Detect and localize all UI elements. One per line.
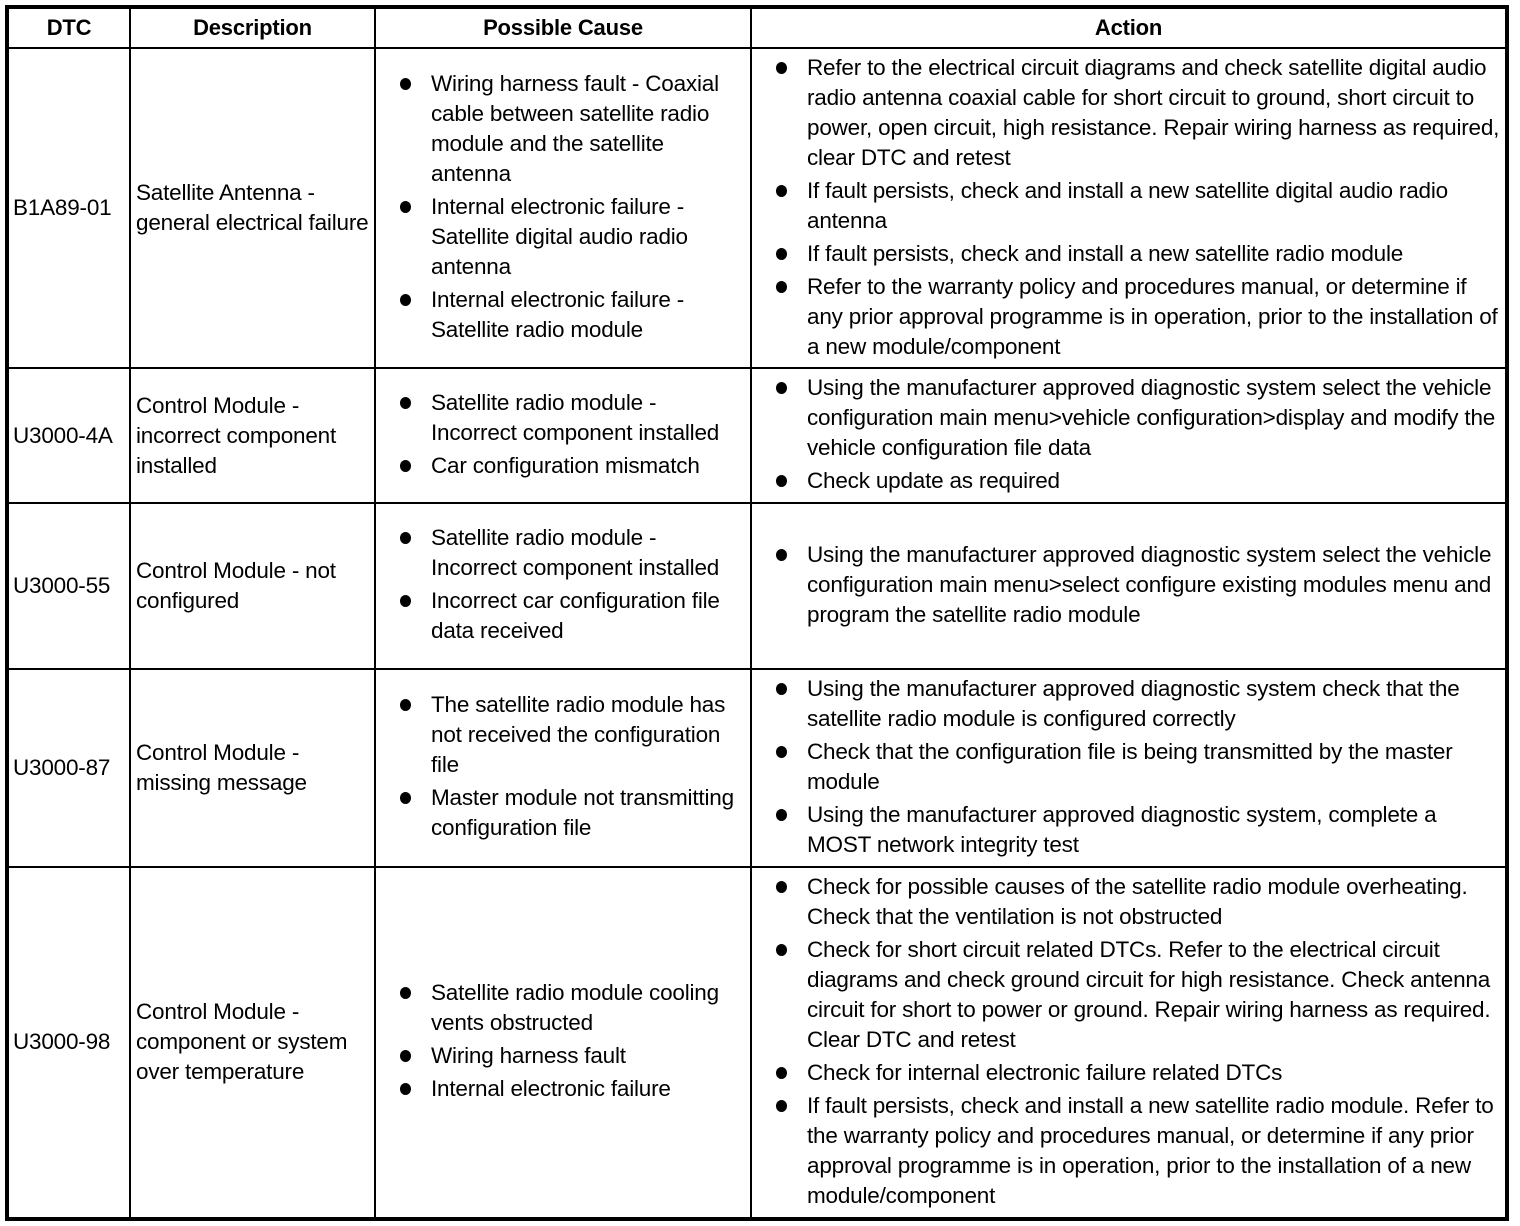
action-text: If fault persists, check and install a new satellite radio module. Refer to the warranty policy and procedures manual, or determine if any prior approval programme is in operation, prior to the installation of a new module/component: [807, 1092, 1494, 1208]
table-row: [7, 48, 1507, 368]
cause-item: [400, 1041, 746, 1071]
bullet-icon: [400, 1083, 411, 1095]
action-list: [776, 53, 1503, 362]
cause-item: [400, 523, 746, 583]
cause-text: The satellite radio module has not received the configuration file: [431, 692, 726, 778]
bullet-icon: [776, 475, 787, 487]
cause-item: [400, 192, 746, 282]
cause-text: Satellite radio module - Incorrect component installed: [431, 525, 720, 581]
header-row: [7, 7, 1507, 48]
table-row: [7, 669, 1507, 867]
possible-cause-cell: [375, 867, 751, 1219]
cause-item: [400, 690, 746, 780]
cause-item: [400, 451, 746, 481]
bullet-icon: [400, 1050, 411, 1062]
bullet-icon: [776, 881, 787, 893]
bullet-icon: [776, 62, 787, 74]
action-text: Using the manufacturer approved diagnostic system check that the satellite radio module is configured correctly: [807, 675, 1460, 731]
action-text: Refer to the warranty policy and procedures manual, or determine if any prior approval programme is in operation, prior to the installation of a new module/component: [807, 273, 1498, 359]
bullet-icon: [400, 532, 411, 544]
cause-list: [400, 690, 746, 843]
cause-item: [400, 69, 746, 189]
cause-list: [400, 388, 746, 481]
dtc-code: U3000-98: [7, 867, 130, 1219]
action-item: [776, 674, 1503, 734]
action-cell: [751, 503, 1507, 668]
cause-text: Wiring harness fault - Coaxial cable between satellite radio module and the satellite antenna: [431, 71, 719, 187]
action-item: [776, 239, 1503, 269]
cause-text: Satellite radio module - Incorrect component installed: [431, 390, 720, 446]
cause-text: Car configuration mismatch: [431, 453, 700, 479]
dtc-table: [5, 5, 1509, 1221]
bullet-icon: [776, 944, 787, 956]
action-text: Check that the configuration file is being transmitted by the master module: [807, 738, 1453, 794]
action-item: [776, 935, 1503, 1055]
action-text: Check for short circuit related DTCs. Refer to the electrical circuit diagrams and check ground circuit for high resistance. Check antenna circuit for short to power or ground. Repair wiring harness as required. Clear DTC and retest: [807, 936, 1491, 1052]
table-row: [7, 368, 1507, 503]
cause-text: Internal electronic failure - Satellite digital audio radio antenna: [431, 194, 688, 280]
action-list: [776, 373, 1503, 496]
cause-text: Master module not transmitting configuration file: [431, 785, 734, 841]
header-possible-cause: Possible Cause: [375, 7, 751, 48]
bullet-icon: [400, 699, 411, 711]
action-item: [776, 1058, 1503, 1088]
dtc-code: B1A89-01: [7, 48, 130, 368]
action-text: Using the manufacturer approved diagnostic system select the vehicle configuration main menu>vehicle configuration>display and modify the vehicle configuration file data: [807, 375, 1496, 461]
action-item: [776, 466, 1503, 496]
table-row: [7, 503, 1507, 668]
action-item: [776, 373, 1503, 463]
action-text: Check update as required: [807, 468, 1060, 494]
bullet-icon: [400, 792, 411, 804]
cause-item: [400, 1074, 746, 1104]
bullet-icon: [776, 809, 787, 821]
cause-text: Internal electronic failure - Satellite radio module: [431, 287, 685, 343]
header-description: Description: [130, 7, 375, 48]
action-text: Check for internal electronic failure related DTCs: [807, 1059, 1283, 1085]
action-item: [776, 872, 1503, 932]
action-item: [776, 737, 1503, 797]
cause-item: [400, 783, 746, 843]
table-header: [7, 7, 1507, 48]
action-cell: [751, 867, 1507, 1219]
dtc-description: Satellite Antenna - general electrical failure: [130, 48, 375, 368]
action-item: [776, 272, 1503, 362]
cause-item: [400, 586, 746, 646]
action-item: [776, 1091, 1503, 1211]
possible-cause-cell: [375, 503, 751, 668]
action-item: [776, 176, 1503, 236]
cause-item: [400, 285, 746, 345]
action-list: [776, 872, 1503, 1211]
possible-cause-cell: [375, 48, 751, 368]
bullet-icon: [776, 1100, 787, 1112]
dtc-code: U3000-87: [7, 669, 130, 867]
header-dtc: DTC: [7, 7, 130, 48]
action-text: Refer to the electrical circuit diagrams and check satellite digital audio radio antenna coaxial cable for short circuit to ground, short circuit to power, open circuit, high resistance. Repair wiring harness as required, clear DTC and retest: [807, 54, 1500, 170]
bullet-icon: [776, 281, 787, 293]
cause-list: [400, 523, 746, 646]
bullet-icon: [776, 382, 787, 394]
bullet-icon: [776, 549, 787, 561]
cause-list: [400, 978, 746, 1104]
action-text: Check for possible causes of the satellite radio module overheating. Check that the ventilation is not obstructed: [807, 873, 1468, 929]
bullet-icon: [776, 746, 787, 758]
bullet-icon: [400, 595, 411, 607]
action-item: [776, 540, 1503, 630]
header-action: Action: [751, 7, 1507, 48]
cause-text: Incorrect car configuration file data received: [431, 588, 720, 644]
action-item: [776, 53, 1503, 173]
cause-text: Wiring harness fault: [431, 1043, 626, 1069]
cause-text: Satellite radio module cooling vents obstructed: [431, 980, 719, 1036]
bullet-icon: [776, 248, 787, 260]
table-row: [7, 867, 1507, 1219]
dtc-code: U3000-4A: [7, 368, 130, 503]
bullet-icon: [400, 78, 411, 90]
dtc-description: Control Module - missing message: [130, 669, 375, 867]
action-list: [776, 540, 1503, 630]
cause-item: [400, 388, 746, 448]
dtc-description: Control Module - component or system over temperature: [130, 867, 375, 1219]
bullet-icon: [776, 1067, 787, 1079]
possible-cause-cell: [375, 368, 751, 503]
action-text: Using the manufacturer approved diagnostic system select the vehicle configuration main menu>select configure existing modules menu and program the satellite radio module: [807, 541, 1492, 627]
bullet-icon: [400, 397, 411, 409]
action-cell: [751, 669, 1507, 867]
bullet-icon: [400, 987, 411, 999]
action-text: Using the manufacturer approved diagnostic system, complete a MOST network integrity test: [807, 801, 1437, 857]
cause-list: [400, 69, 746, 345]
bullet-icon: [776, 185, 787, 197]
dtc-description: Control Module - incorrect component installed: [130, 368, 375, 503]
dtc-description: Control Module - not configured: [130, 503, 375, 668]
bullet-icon: [400, 294, 411, 306]
bullet-icon: [776, 683, 787, 695]
bullet-icon: [400, 460, 411, 472]
table-body: [7, 48, 1507, 1219]
action-text: If fault persists, check and install a new satellite radio module: [807, 240, 1404, 266]
action-cell: [751, 48, 1507, 368]
action-cell: [751, 368, 1507, 503]
dtc-code: U3000-55: [7, 503, 130, 668]
cause-item: [400, 978, 746, 1038]
possible-cause-cell: [375, 669, 751, 867]
bullet-icon: [400, 201, 411, 213]
action-list: [776, 674, 1503, 860]
cause-text: Internal electronic failure: [431, 1076, 671, 1102]
action-text: If fault persists, check and install a new satellite digital audio radio antenna: [807, 177, 1448, 233]
action-item: [776, 800, 1503, 860]
